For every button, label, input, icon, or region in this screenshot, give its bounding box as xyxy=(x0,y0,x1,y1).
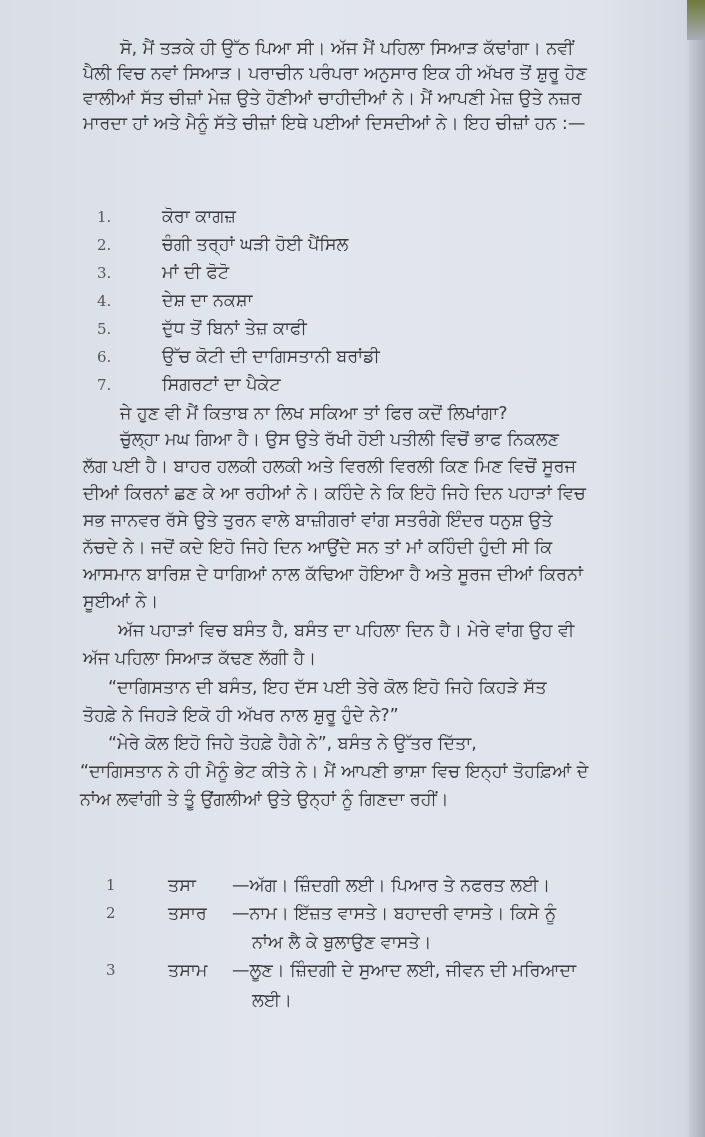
list-item: ਕੋਰਾ ਕਾਗਜ਼ xyxy=(162,207,236,227)
text-line: ਨੱਚਦੇ ਨੇ। ਜਦੋਂ ਕਦੇ ਇਹੋ ਜਿਹੇ ਦਿਨ ਆਉਂਦੇ ਸਨ ਤਾਂ ਮਾਂ ਕਹਿੰਦੀ ਹੁੰਦੀ ਸੀ ਕਿ xyxy=(83,538,553,558)
definition-text: —ਲੂਣ। ਜ਼ਿੰਦਗੀ ਦੇ ਸੁਆਦ ਲਈ, ਜੀਵਨ ਦੀ ਮਰਿਆਦਾ xyxy=(232,961,577,981)
background-corner xyxy=(687,0,705,40)
text-line: ਮਾਰਦਾ ਹਾਂ ਅਤੇ ਮੈਨੂੰ ਸੱਤੇ ਚੀਜ਼ਾਂ ਇਥੇ ਪਈਆਂ ਦਿਸਦੀਆਂ ਨੇ। ਇਹ ਚੀਜ਼ਾਂ ਹਨ :— xyxy=(83,114,586,134)
text-line: ਸੂਈਆਂ ਨੇ। xyxy=(83,592,159,612)
list-number: 6. xyxy=(97,348,112,366)
text-line: ਅੱਜ ਪਹਾੜਾਂ ਵਿਚ ਬਸੰਤ ਹੈ, ਬਸੰਤ ਦਾ ਪਹਿਲਾ ਦਿਨ ਹੈ। ਮੇਰੇ ਵਾਂਗ ਉਹ ਵੀ xyxy=(118,621,575,641)
definition-text: —ਅੱਗ। ਜ਼ਿੰਦਗੀ ਲਈ। ਪਿਆਰ ਤੇ ਨਫਰਤ ਲਈ। xyxy=(232,876,551,896)
list-item: ਚੰਗੀ ਤਰ੍ਹਾਂ ਘੜੀ ਹੋਈ ਪੈਂਸਿਲ xyxy=(162,235,349,255)
definition-text: —ਨਾਮ। ਇੱਜ਼ਤ ਵਾਸਤੇ। ਬਹਾਦਰੀ ਵਾਸਤੇ। ਕਿਸੇ ਨੂੰ xyxy=(232,904,557,924)
list-number: 7. xyxy=(97,376,112,394)
text-line: ਸੋ, ਮੈਂ ਤੜਕੇ ਹੀ ਉੱਠ ਪਿਆ ਸੀ। ਅੱਜ ਮੈਂ ਪਹਿਲਾ ਸਿਆੜ ਕੱਢਾਂਗਾ। ਨਵੀਂ xyxy=(120,39,574,59)
definition-word: ਤਸਾ xyxy=(168,876,196,896)
text-line: ਆਸਮਾਨ ਬਾਰਿਸ਼ ਦੇ ਧਾਗਿਆਂ ਨਾਲ ਕੱਢਿਆ ਹੋਇਆ ਹੈ ਅਤੇ ਸੂਰਜ ਦੀਆਂ ਕਿਰਨਾਂ xyxy=(83,565,583,585)
text-line: ਜੇ ਹੁਣ ਵੀ ਮੈਂ ਕਿਤਾਬ ਨਾ ਲਿਖ ਸਕਿਆ ਤਾਂ ਫਿਰ ਕਦੋਂ ਲਿਖਾਂਗਾ? xyxy=(120,404,508,424)
list-number: 2. xyxy=(97,236,112,254)
list-item: ਉੱਚ ਕੋਟੀ ਦੀ ਦਾਗਿਸਤਾਨੀ ਬਰਾਂਡੀ xyxy=(162,347,380,367)
text-line: ਅੱਜ ਪਹਿਲਾ ਸਿਆੜ ਕੱਢਣ ਲੱਗੀ ਹੈ। xyxy=(83,649,317,669)
list-number: 4. xyxy=(97,292,112,310)
text-line: ਲੱਗ ਪਈ ਹੈ। ਬਾਹਰ ਹਲਕੀ ਹਲਕੀ ਅਤੇ ਵਿਰਲੀ ਵਿਰਲੀ ਕਿਣ ਮਿਣ ਵਿਚੋਂ ਸੂਰਜ xyxy=(83,457,577,477)
list-item: ਦੁੱਧ ਤੋਂ ਬਿਨਾਂ ਤੇਜ਼ ਕਾਫੀ xyxy=(162,319,307,339)
text-line: ਨਾਂਅ ਲਵਾਂਗੀ ਤੇ ਤੂੰ ਉਂਗਲੀਆਂ ਉਤੇ ਉਨ੍ਹਾਂ ਨੂੰ ਗਿਣਦਾ ਰਹੀਂ। xyxy=(80,790,449,810)
list-item: ਸਿਗਰਟਾਂ ਦਾ ਪੈਕੇਟ xyxy=(162,375,281,395)
text-line: ਦੀਆਂ ਕਿਰਨਾਂ ਛਣ ਕੇ ਆ ਰਹੀਆਂ ਨੇ। ਕਹਿੰਦੇ ਨੇ ਕਿ ਇਹੋ ਜਿਹੇ ਦਿਨ ਪਹਾੜਾਂ ਵਿਚ xyxy=(83,484,586,504)
definition-word: ਤਸਾਰ xyxy=(168,904,207,924)
text-line: “ਮੇਰੇ ਕੋਲ ਇਹੋ ਜਿਹੇ ਤੋਹਫ਼ੇ ਹੈਗੇ ਨੇ”, ਬਸੰਤ ਨੇ ਉੱਤਰ ਦਿੱਤਾ, xyxy=(108,734,477,754)
list-item: ਮਾਂ ਦੀ ਫੋਟੋ xyxy=(162,263,230,283)
text-line: ਤੋਹਫ਼ੇ ਨੇ ਜਿਹੜੇ ਇਕੋ ਹੀ ਅੱਖਰ ਨਾਲ ਸ਼ੁਰੂ ਹੁੰਦੇ ਨੇ?” xyxy=(83,706,399,726)
definition-word: ਤਸਾਮ xyxy=(168,961,208,981)
definition-number: 1 xyxy=(106,876,116,894)
definition-number: 2 xyxy=(106,904,116,922)
text-line: “ਦਾਗਿਸਤਾਨ ਨੇ ਹੀ ਮੈਨੂੰ ਭੇਟ ਕੀਤੇ ਨੇ। ਮੈਂ ਆਪਣੀ ਭਾਸ਼ਾ ਵਿਚ ਇਨ੍ਹਾਂ ਤੋਹਫ਼ਿਆਂ ਦੇ xyxy=(80,762,589,782)
text-line: “ਦਾਗਿਸਤਾਨ ਦੀ ਬਸੰਤ, ਇਹ ਦੱਸ ਪਈ ਤੇਰੇ ਕੋਲ ਇਹੋ ਜਿਹੇ ਕਿਹੜੇ ਸੱਤ xyxy=(108,678,547,698)
list-number: 5. xyxy=(97,320,112,338)
text-line: ਪੈਲੀ ਵਿਚ ਨਵਾਂ ਸਿਆੜ। ਪਰਾਚੀਨ ਪਰੰਪਰਾ ਅਨੁਸਾਰ ਇਕ ਹੀ ਅੱਖਰ ਤੋਂ ਸ਼ੁਰੂ ਹੋਣ xyxy=(83,64,587,84)
text-line: ਚੁੱਲ੍ਹਾ ਮਘ ਗਿਆ ਹੈ। ਉਸ ਉਤੇ ਰੱਖੀ ਹੋਈ ਪਤੀਲੀ ਵਿਚੋਂ ਭਾਫ ਨਿਕਲਣ xyxy=(120,430,559,450)
definition-text: ਨਾਂਅ ਲੈ ਕੇ ਬੁਲਾਉਣ ਵਾਸਤੇ। xyxy=(252,933,432,953)
book-page-edge xyxy=(689,0,705,1137)
text-line: ਸਭ ਜਾਨਵਰ ਰੱਸੇ ਉਤੇ ਤੁਰਨ ਵਾਲੇ ਬਾਜ਼ੀਗਰਾਂ ਵਾਂਗ ਸਤਰੰਗੇ ਇੰਦਰ ਧਨੁਸ਼ ਉਤੇ xyxy=(83,511,553,531)
list-number: 1. xyxy=(97,208,112,226)
definition-text: ਲਈ। xyxy=(252,991,292,1011)
list-item: ਦੇਸ਼ ਦਾ ਨਕਸ਼ਾ xyxy=(162,291,253,311)
list-number: 3. xyxy=(97,264,112,282)
text-line: ਵਾਲੀਆਂ ਸੱਤ ਚੀਜ਼ਾਂ ਮੇਜ਼ ਉਤੇ ਹੋਣੀਆਂ ਚਾਹੀਦੀਆਂ ਨੇ। ਮੈਂ ਆਪਣੀ ਮੇਜ਼ ਉਤੇ ਨਜ਼ਰ xyxy=(83,89,582,109)
definition-number: 3 xyxy=(106,961,116,979)
